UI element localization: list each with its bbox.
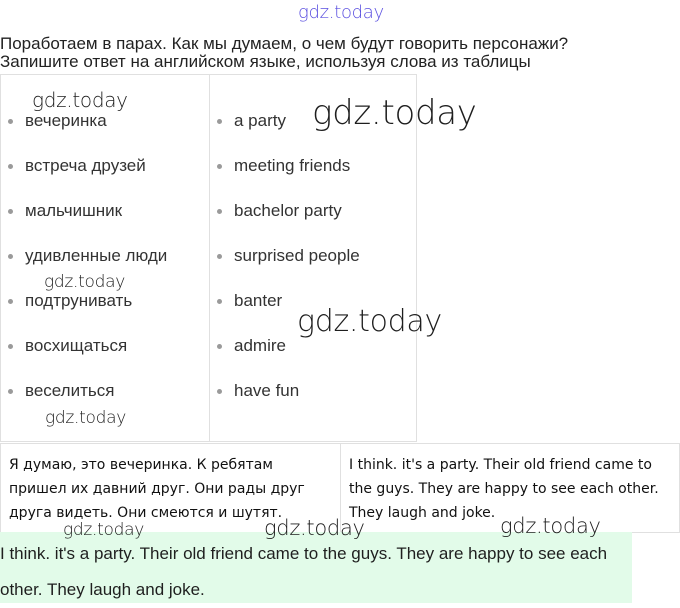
- watermark: gdz.today: [45, 408, 126, 428]
- list-item: мальчишник: [25, 201, 122, 221]
- watermark-top: gdz.today: [298, 2, 384, 23]
- answer-russian: Я думаю, это вечеринка. К ребятам пришел их давний друг. Они рады друг друга видеть. Они смеются и шутят.: [1, 444, 341, 532]
- bullet-icon: [217, 344, 222, 349]
- list-item: admire: [234, 336, 286, 356]
- bullet-icon: [217, 209, 222, 214]
- list-item: a party: [234, 111, 286, 131]
- list-item: встреча друзей: [25, 156, 146, 176]
- list-item: have fun: [234, 381, 299, 401]
- bullet-icon: [8, 209, 13, 214]
- bullet-icon: [217, 164, 222, 169]
- bullet-icon: [8, 254, 13, 259]
- bullet-icon: [217, 119, 222, 124]
- watermark: gdz.today: [500, 514, 601, 538]
- bullet-icon: [217, 389, 222, 394]
- list-item: banter: [234, 291, 282, 311]
- list-item: подтрунивать: [25, 291, 132, 311]
- list-item: веселиться: [25, 381, 114, 401]
- watermark: gdz.today: [32, 88, 128, 112]
- question-text-cut: Запишите ответ на английском языке, используя слова из таблицы: [0, 52, 531, 71]
- list-item: bachelor party: [234, 201, 342, 221]
- watermark: gdz.today: [44, 272, 125, 292]
- bullet-icon: [217, 254, 222, 259]
- bullet-icon: [8, 389, 13, 394]
- watermark: gdz.today: [312, 93, 477, 133]
- answer-english: I think. it's a party. Their old friend came to the guys. They are happy to see each other. They laugh and joke.: [349, 457, 659, 521]
- question-text: Поработаем в парах. Как мы думаем, о чем будут говорить персонажи?: [0, 34, 569, 53]
- watermark: gdz.today: [297, 304, 442, 339]
- list-item: удивленные люди: [25, 246, 167, 266]
- list-item: meeting friends: [234, 156, 350, 176]
- answer-block: [0, 532, 632, 603]
- bullet-icon: [217, 299, 222, 304]
- watermark: gdz.today: [264, 516, 365, 540]
- bullet-icon: [8, 344, 13, 349]
- bullet-icon: [8, 164, 13, 169]
- list-item: surprised people: [234, 246, 360, 266]
- list-item: вечеринка: [25, 111, 107, 131]
- bullet-icon: [8, 299, 13, 304]
- russian-column: [1, 75, 210, 441]
- watermark: gdz.today: [63, 520, 144, 540]
- list-item: восхищаться: [25, 336, 127, 356]
- bullet-icon: [8, 119, 13, 124]
- answer-text: I think. it's a party. Their old friend came to the guys. They are happy to see each other. They laugh and joke.: [0, 544, 608, 599]
